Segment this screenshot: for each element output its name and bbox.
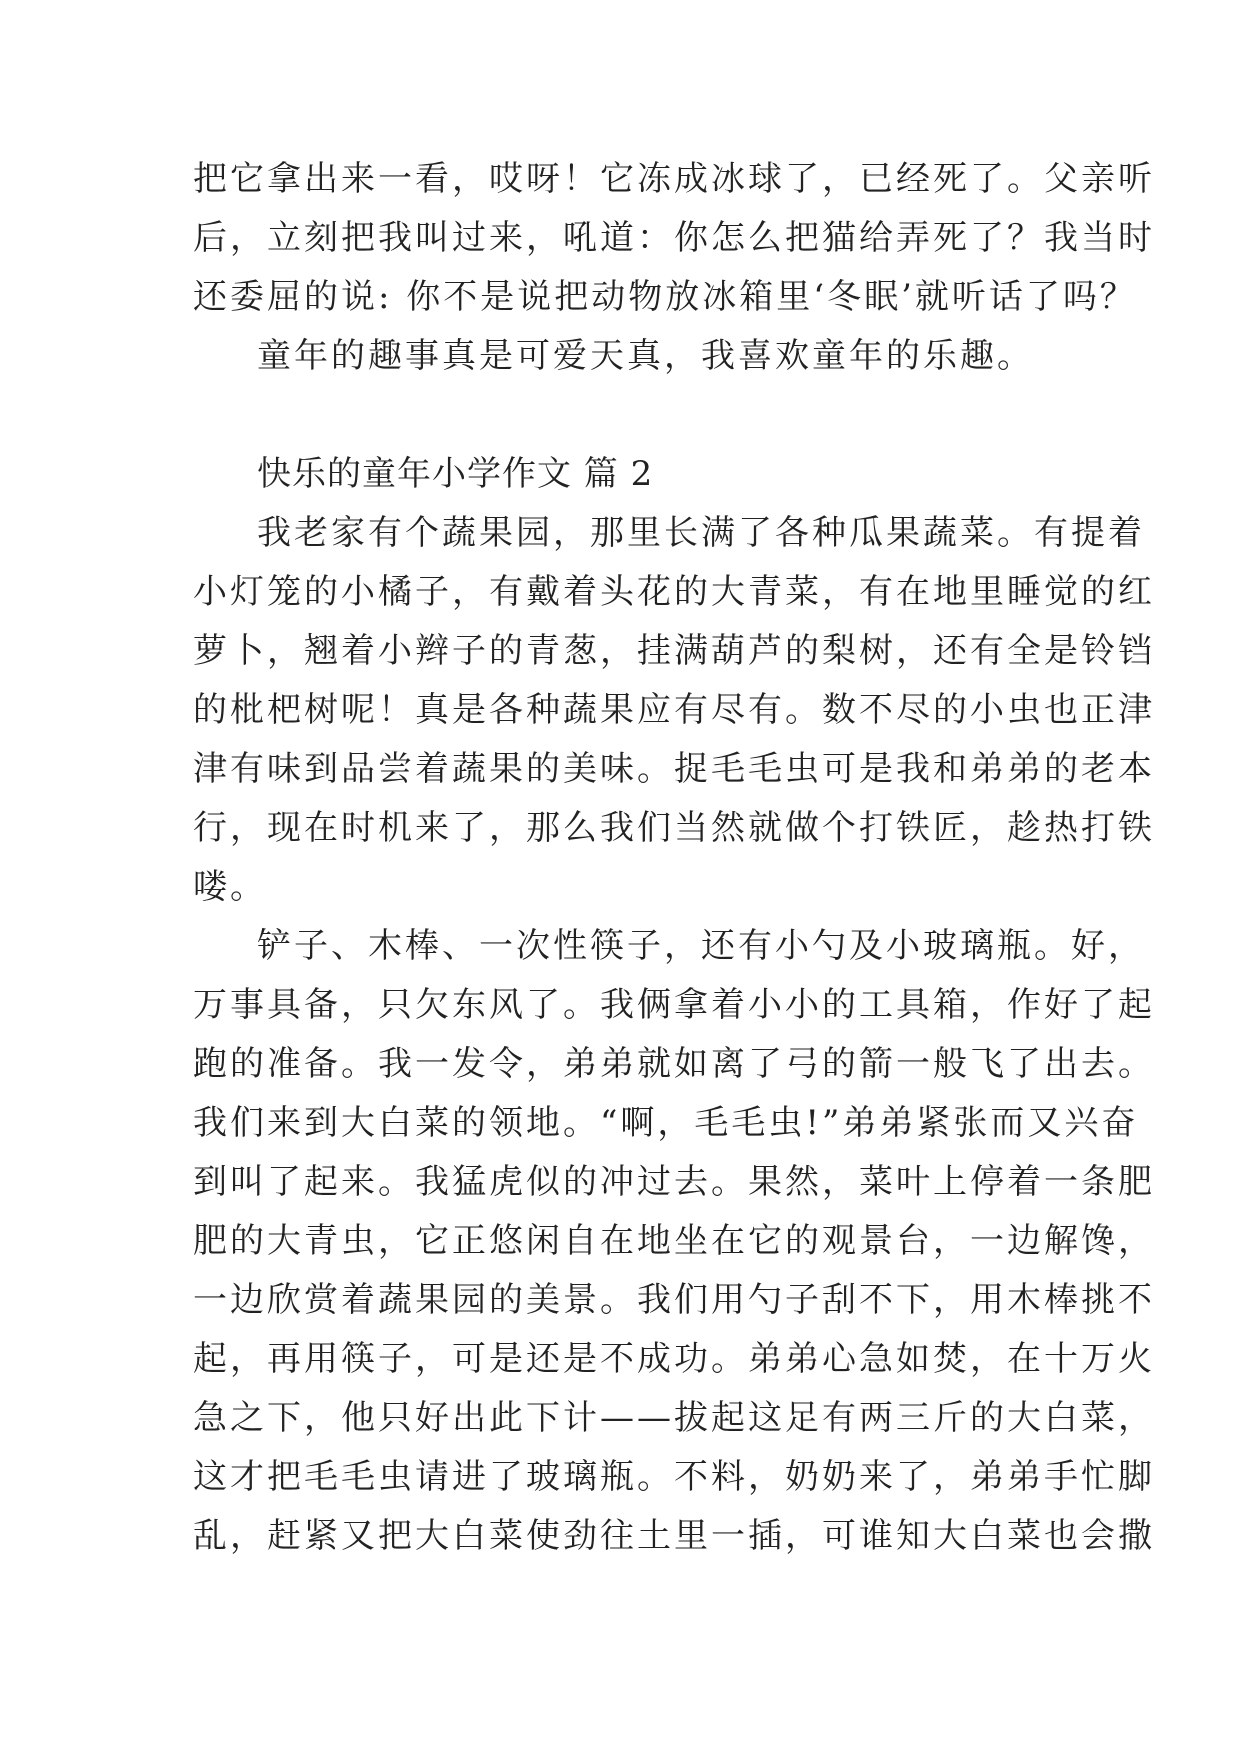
- text-line: 万事具备，只欠东风了。我俩拿着小小的工具箱，作好了起: [193, 985, 1155, 1025]
- text-line: 把它拿出来一看，哎呀！它冻成冰球了，已经死了。父亲听: [193, 159, 1155, 199]
- section-heading: 快乐的童年小学作文 篇 2: [257, 454, 654, 494]
- text-line: 起，再用筷子，可是还是不成功。弟弟心急如焚，在十万火: [193, 1339, 1155, 1379]
- text-line: 急之下，他只好出此下计——拔起这足有两三斤的大白菜，: [193, 1398, 1155, 1438]
- text-line: 跑的准备。我一发令，弟弟就如离了弓的箭一般飞了出去。: [193, 1044, 1155, 1084]
- section-gap: [193, 386, 1083, 445]
- text-line: 行，现在时机来了，那么我们当然就做个打铁匠，趁热打铁: [193, 808, 1155, 848]
- text-line: 肥的大青虫，它正悠闲自在地坐在它的观景台，一边解馋，: [193, 1221, 1155, 1261]
- text-line: 喽。: [193, 867, 267, 907]
- text-line: 后，立刻把我叫过来，吼道：你怎么把猫给弄死了？我当时: [193, 218, 1155, 258]
- text-line: 小灯笼的小橘子，有戴着头花的大青菜，有在地里睡觉的红: [193, 572, 1155, 612]
- closing-sentence: 童年的趣事真是可爱天真，我喜欢童年的乐趣。: [257, 336, 1034, 376]
- text-line: 乱，赶紧又把大白菜使劲往土里一插，可谁知大白菜也会撒: [193, 1516, 1155, 1556]
- paragraph-first-line: 铲子、木棒、一次性筷子，还有小勺及小玻璃瓶。好，: [257, 926, 1145, 966]
- document-body: [193, 150, 1155, 1566]
- text-line: 这才把毛毛虫请进了玻璃瓶。不料，奶奶来了，弟弟手忙脚: [193, 1457, 1155, 1497]
- text-line: 的枇杷树呢！真是各种蔬果应有尽有。数不尽的小虫也正津: [193, 690, 1155, 730]
- text-line: 萝卜，翘着小辫子的青葱，挂满葫芦的梨树，还有全是铃铛: [193, 631, 1155, 671]
- text-line: 我们来到大白菜的领地。“啊，毛毛虫!”弟弟紧张而又兴奋: [193, 1103, 1139, 1143]
- text-line: 到叫了起来。我猛虎似的冲过去。果然，菜叶上停着一条肥: [193, 1162, 1155, 1202]
- text-line: 津有味到品尝着蔬果的美味。捉毛毛虫可是我和弟弟的老本: [193, 749, 1155, 789]
- paragraph-first-line: 我老家有个蔬果园，那里长满了各种瓜果蔬菜。有提着: [257, 513, 1145, 553]
- text-line: 还委屈的说: 你不是说把动物放冰箱里‘冬眠’就听话了吗？: [193, 277, 1137, 317]
- text-line: 一边欣赏着蔬果园的美景。我们用勺子刮不下，用木棒挑不: [193, 1280, 1155, 1320]
